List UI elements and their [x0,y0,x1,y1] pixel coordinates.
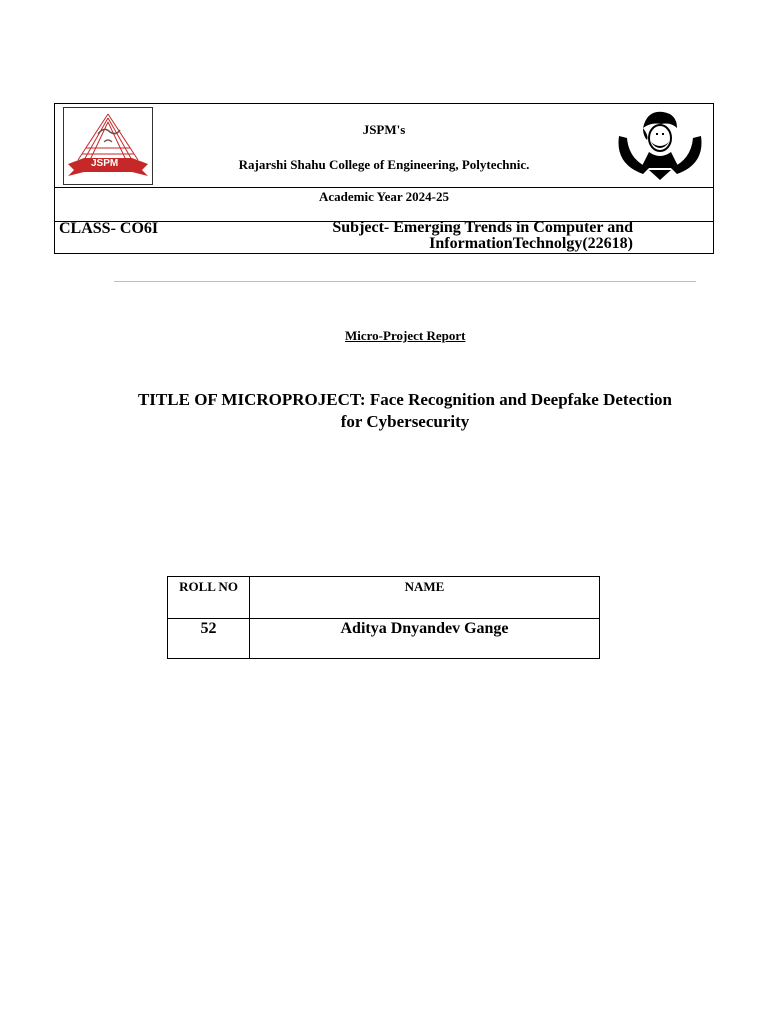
microproject-title [110,389,700,433]
jspm-logo-text: JSPM [91,158,119,169]
subject-label [291,220,633,252]
roll-no-header: ROLL NO [168,577,250,619]
name-header: NAME [250,577,600,619]
report-heading: Micro-Project Report [345,328,466,343]
academic-year: Academic Year 2024-25 [319,189,449,204]
founder-emblem-icon [613,108,707,182]
jspm-logo [63,107,153,185]
org-name: JSPM's [362,122,406,137]
college-name: Rajarshi Shahu College of Engineering, Polytechnic. [238,157,530,172]
college-header [54,103,714,254]
table-header-row [168,577,600,619]
header-divider [55,187,713,188]
title-line-2: for Cybersecurity [340,412,470,431]
class-label: CLASS- CO6I [59,220,159,237]
students-table [167,576,600,659]
table-row [168,619,600,659]
subject-line-2: InformationTechnolgy(22618) [429,235,633,252]
roll-no-cell: 52 [168,619,250,659]
subject-line-1: Subject- Emerging Trends in Computer and [332,219,633,236]
student-name-cell: Aditya Dnyandev Gange [250,619,600,659]
title-line-1: TITLE OF MICROPROJECT: Face Recognition and Deepfake Detection [137,390,673,409]
horizontal-rule [114,281,696,282]
